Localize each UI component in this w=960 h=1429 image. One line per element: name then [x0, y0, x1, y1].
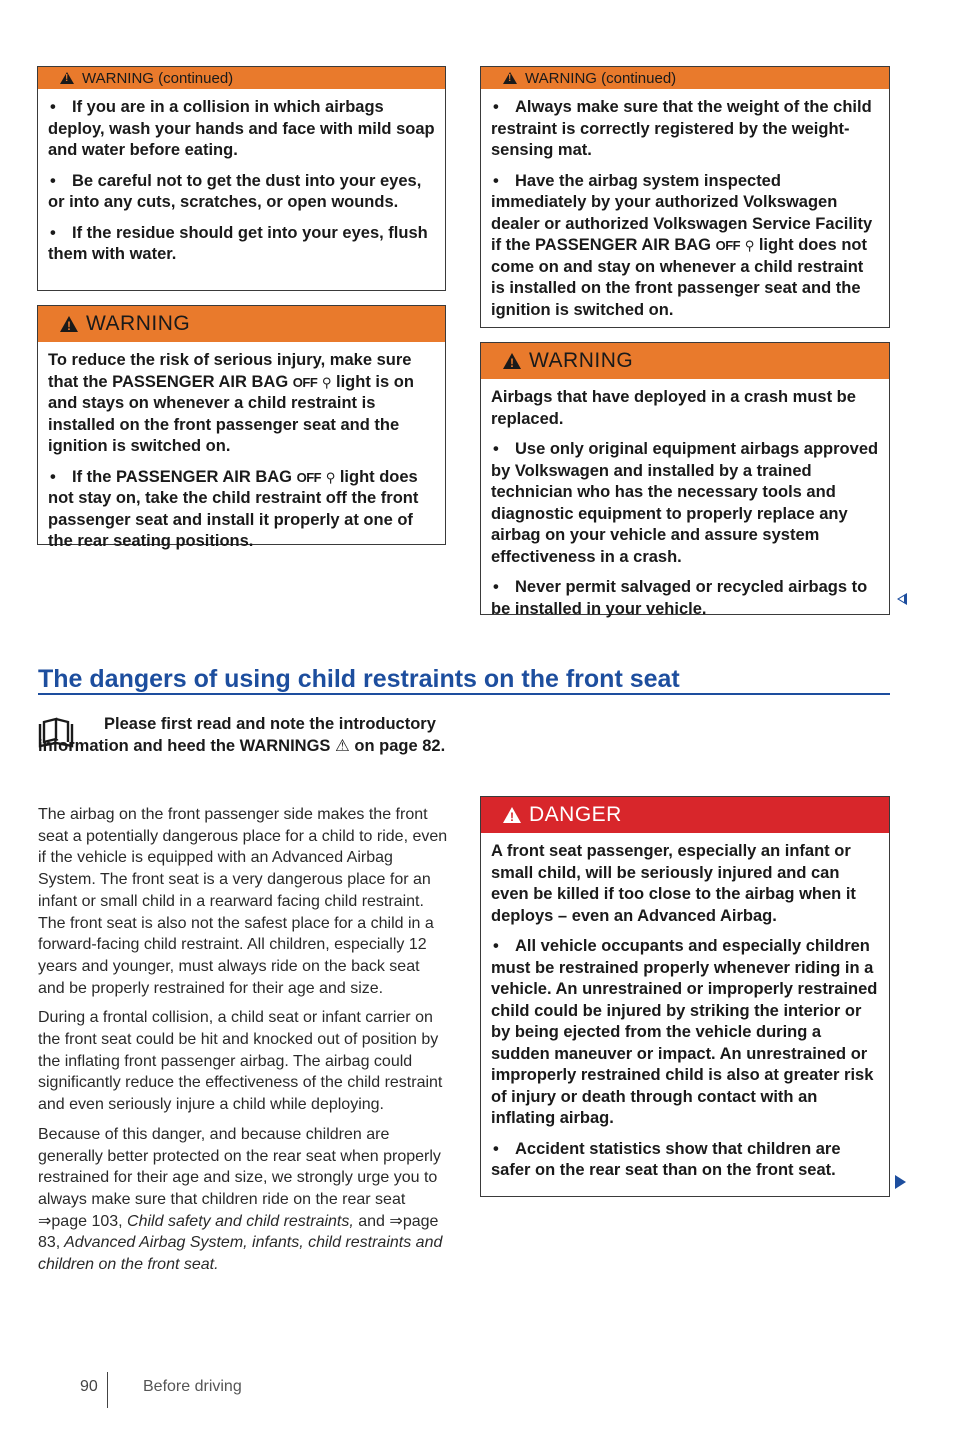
danger-header: ! DANGER: [481, 797, 889, 833]
danger-item: • Accident statistics show that children are safer on the rear seat than on the front seat.: [491, 1139, 879, 1182]
warning-box-continued-2: [480, 66, 890, 328]
warning-triangle-icon: [60, 72, 74, 84]
warning-triangle-icon: [60, 316, 78, 332]
warning-intro: Airbags that have deployed in a crash must be replaced.: [491, 388, 856, 428]
passenger-airbag-icon: ⚲: [321, 374, 332, 390]
section-title: The dangers of using child restraints on the front seat: [38, 665, 680, 693]
warning-header: ! WARNING: [481, 343, 889, 379]
footer-section-label: Before driving: [143, 1378, 242, 1395]
warning-item: • Have the airbag system inspected immediately by your authorized Volkswagen dealer or authorized Volkswagen Service Facility if the PASSENGER AIR BAG OFF ⚲ light does not come on and stay on whenever a child restraint is installed on the front passenger seat and the ignition is switched on.: [491, 171, 879, 322]
danger-intro: A front seat passenger, especially an infant or small child, will be seriously injured and can even be killed if too close to the airbag when it deploys – even an Advanced Airbag.: [491, 842, 856, 925]
footer-divider: [107, 1372, 108, 1408]
warning-item: • Be careful not to get the dust into your eyes, or into any cuts, scratches, or open wounds.: [48, 171, 435, 214]
warning-box-passenger-airbag-light: [37, 305, 446, 550]
page-number: 90: [80, 1378, 98, 1395]
off-label: OFF: [292, 374, 318, 390]
warning-triangle-icon: [503, 72, 517, 84]
warning-triangle-icon: ⚠: [335, 736, 350, 755]
off-label: OFF: [296, 469, 322, 485]
warning-item: • Never permit salvaged or recycled airbags to be installed in your vehicle.: [491, 577, 879, 620]
danger-box: [480, 796, 890, 1197]
warning-item: • Use only original equipment airbags approved by Volkswagen and installed by a trained technician who has the necessary tools and diagnostic equipment to properly replace any airbag on your vehicle and assure system effectiveness in a crash.: [491, 439, 879, 568]
paragraph: The airbag on the front passenger side makes the front seat a potentially dangerous place for a child to ride, even if the vehicle is equipped with an Advanced Airbag System. The front seat is a very dangerous place for an infant or small child in a rearward facing child restraint. The front seat is also not the safest place for a child in a forward-facing child restraint. All children, especially 12 years and younger, must always ride on the back seat and be properly restrained for their age and size.: [38, 806, 448, 997]
warning-box-continued-1: [37, 66, 446, 291]
warning-item: • If the residue should get into your eyes, flush them with water.: [48, 223, 435, 266]
page-ref-link[interactable]: ⇒page 83,: [38, 1212, 439, 1252]
warning-item: • If the PASSENGER AIR BAG OFF ⚲ light does not stay on, take the child restraint off the front passenger seat and install it properly at one of the rear seating positions.: [48, 467, 435, 553]
passenger-airbag-icon: ⚲: [744, 238, 755, 253]
warning-intro: To reduce the risk of serious injury, make sure that the PASSENGER AIR BAG OFF ⚲ light is on and stays on whenever a child restraint is installed on the front passenger seat and the ignition is switched on.: [48, 351, 414, 455]
warning-triangle-icon: [503, 353, 521, 369]
off-label: OFF: [715, 238, 741, 253]
intro-note: Please first read and note the introductory information and heed the WARNINGS ⚠ on page 82.: [38, 715, 446, 755]
warning-box-deployed-airbags: [480, 342, 890, 618]
danger-item: • All vehicle occupants and especially children must be restrained properly whenever riding in a vehicle. An unrestrained or improperly restrained child could be injured by striking the interior or by being ejected from the vehicle during a sudden maneuver or impact. An unrestrained or improperly restrained child is also at greater risk of injury or death through contact with an inflating airbag.: [491, 936, 879, 1130]
warning-item: • Always make sure that the weight of the child restraint is correctly registered by the weight-sensing mat.: [491, 97, 879, 162]
section-end-icon: [897, 593, 907, 605]
section-rule: [38, 693, 890, 695]
warning-header: ! WARNING (continued): [481, 67, 889, 89]
continued-arrow-icon: [895, 1175, 906, 1189]
left-column-text: [38, 804, 448, 1284]
paragraph: Because of this danger, and because children are generally better protected on the rear seat when properly restrained for their age and size, we strongly urge you to always make sure that children ride on the rear seat ⇒page 103, Child safety and child restraints, and ⇒page 83, Advanced Airbag System, infants, child restraints and children on the front seat.: [38, 1125, 443, 1274]
passenger-airbag-icon: ⚲: [325, 469, 336, 485]
warning-item: • If you are in a collision in which airbags deploy, wash your hands and face with mild soap and water before eating.: [48, 97, 435, 162]
warning-triangle-icon: [503, 807, 521, 823]
page-ref-link[interactable]: ⇒page 103,: [38, 1212, 123, 1230]
paragraph: During a frontal collision, a child seat or infant carrier on the front seat could be hit and knocked out of position by the inflating front passenger airbag. The airbag could significantly reduce the effectiveness of the child restraint and even seriously injure a child while deploying.: [38, 1009, 443, 1114]
warning-header: ! WARNING: [38, 306, 445, 342]
warning-header: ! WARNING (continued): [38, 67, 445, 89]
